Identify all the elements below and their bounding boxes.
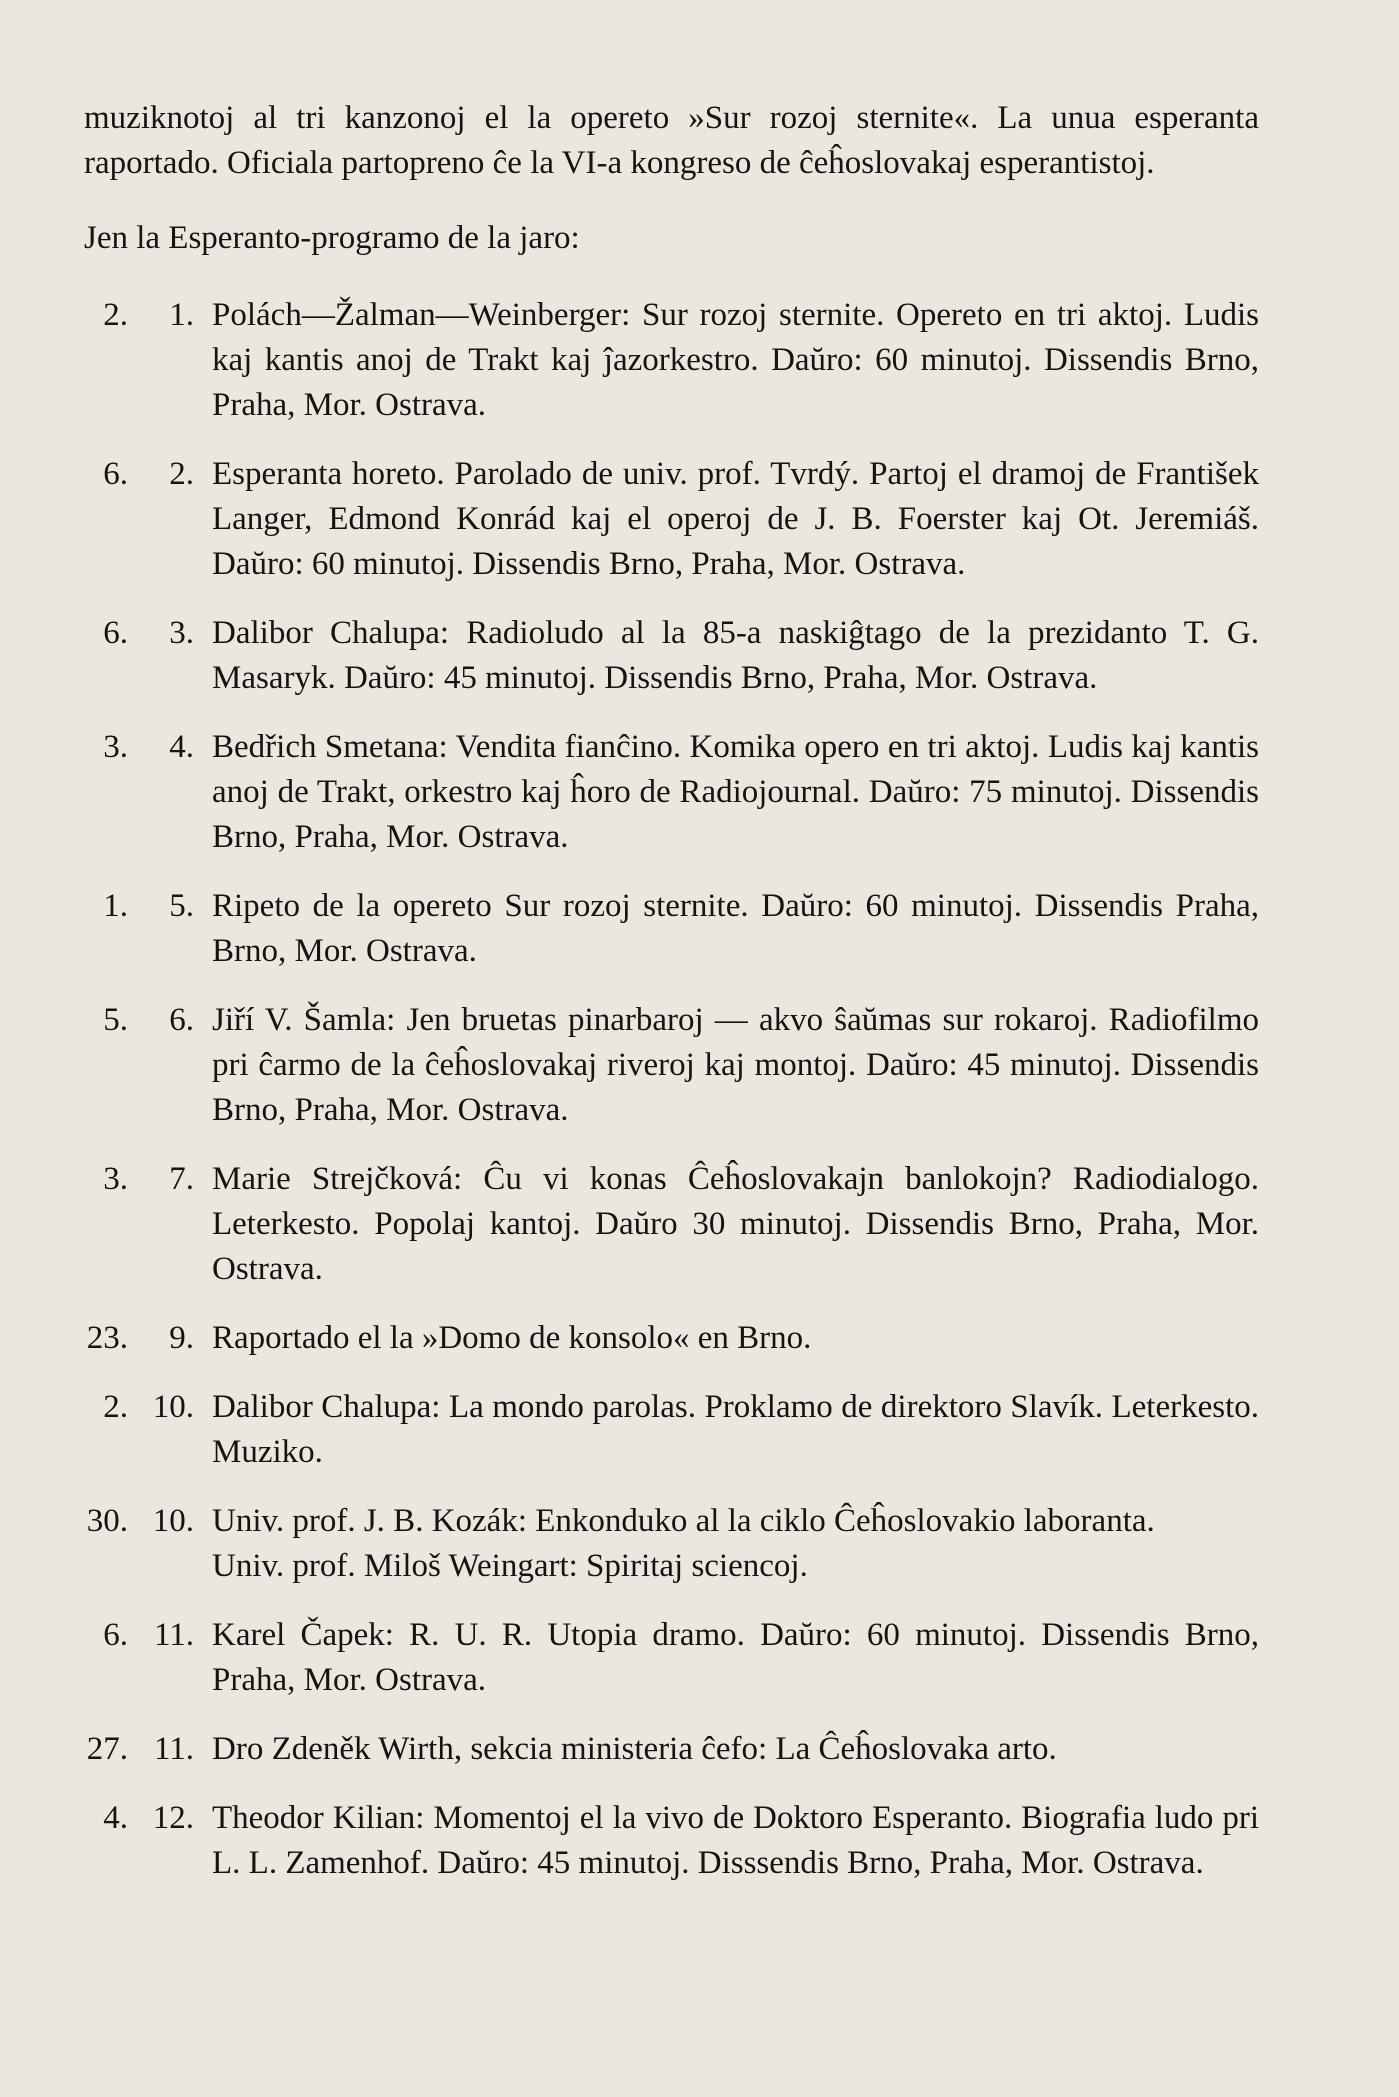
entry-date xyxy=(84,1157,210,1202)
program-entry xyxy=(84,611,1259,701)
entry-day: 6. xyxy=(103,1617,128,1653)
entry-month: 1. xyxy=(169,297,194,333)
entry-text xyxy=(212,293,1259,428)
program-entry xyxy=(84,1613,1259,1703)
entry-line: Theodor Kilian: Momentoj el la vivo de Doktoro Esperanto. Biografia ludo pri L. L. Zamenhof. Daŭro: 45 minutoj. Disssendis Brno, Praha, Mor. Ostrava. xyxy=(212,1800,1259,1881)
program-entry xyxy=(84,725,1259,860)
program-entry xyxy=(84,1796,1259,1886)
entry-day: 27. xyxy=(86,1731,128,1767)
entry-month: 11. xyxy=(153,1617,194,1653)
entry-text xyxy=(212,1499,1259,1589)
entry-month: 10. xyxy=(152,1389,194,1425)
intro-paragraph: muziknotoj al tri kanzonoj el la opereto »Sur rozoj sternite«. La unua esperanta raportado. Oficiala partopreno ĉe la VI-a kongreso de ĉeĥoslovakaj esperantistoj. xyxy=(84,100,1259,181)
entry-text xyxy=(212,452,1259,587)
entry-date xyxy=(84,884,210,929)
entry-text xyxy=(212,998,1259,1133)
entry-month: 4. xyxy=(169,729,194,765)
program-entry xyxy=(84,998,1259,1133)
entry-line: Polách—Žalman—Weinberger: Sur rozoj sternite. Opereto en tri aktoj. Ludis kaj kantis anoj de Trakt kaj ĵazorkestro. Daŭro: 60 minutoj. Dissendis Brno, Praha, Mor. Ostrava. xyxy=(212,297,1259,423)
entry-text xyxy=(212,1796,1259,1886)
entry-day: 4. xyxy=(103,1800,128,1836)
entry-day: 3. xyxy=(103,1161,128,1197)
entry-date xyxy=(84,998,210,1043)
entry-day: 2. xyxy=(103,297,128,333)
entry-line: Marie Strejčková: Ĉu vi konas Ĉeĥoslovakajn banlokojn? Radiodialogo. Leterkesto. Popolaj kantoj. Daŭro 30 minutoj. Dissendis Brno, Praha, Mor. Ostrava. xyxy=(212,1161,1259,1287)
program-entry xyxy=(84,1157,1259,1292)
entry-line: Univ. prof. Miloš Weingart: Spiritaj sciencoj. xyxy=(212,1548,808,1584)
program-entry xyxy=(84,1316,1259,1361)
entry-text xyxy=(212,1385,1259,1475)
entry-date xyxy=(84,1613,210,1658)
entry-month: 2. xyxy=(169,456,194,492)
entry-date xyxy=(84,1316,210,1361)
entry-day: 23. xyxy=(86,1320,128,1356)
entry-text xyxy=(212,725,1259,860)
program-entry xyxy=(84,293,1259,428)
entry-month: 7. xyxy=(169,1161,194,1197)
entry-date xyxy=(84,1727,210,1772)
entry-line: Ripeto de la opereto Sur rozoj sternite. Daŭro: 60 minutoj. Dissendis Praha, Brno, Mor. Ostrava. xyxy=(212,888,1259,969)
entry-day: 30. xyxy=(86,1503,128,1539)
entry-date xyxy=(84,725,210,770)
program-entry xyxy=(84,452,1259,587)
entry-line: Karel Čapek: R. U. R. Utopia dramo. Daŭro: 60 minutoj. Dissendis Brno, Praha, Mor. Ostrava. xyxy=(212,1617,1259,1698)
entry-day: 6. xyxy=(103,615,128,651)
entry-text xyxy=(212,611,1259,701)
entry-date xyxy=(84,1499,210,1544)
entry-line: Dro Zdeněk Wirth, sekcia ministeria ĉefo: La Ĉeĥoslovaka arto. xyxy=(212,1731,1057,1767)
entry-text xyxy=(212,1613,1259,1703)
program-entry xyxy=(84,1727,1259,1772)
entry-line: Raportado el la »Domo de konsolo« en Brno. xyxy=(212,1320,812,1356)
entry-line: Dalibor Chalupa: Radioludo al la 85-a naskiĝtago de la prezidanto T. G. Masaryk. Daŭro: 45 minutoj. Dissendis Brno, Praha, Mor. Ostrava. xyxy=(212,615,1259,696)
entry-text xyxy=(212,884,1259,974)
entry-day: 1. xyxy=(103,888,128,924)
entry-date xyxy=(84,293,210,338)
entry-day: 5. xyxy=(103,1002,128,1038)
program-list xyxy=(84,293,1259,1886)
program-heading: Jen la Esperanto-programo de la jaro: xyxy=(84,220,580,256)
entry-month: 3. xyxy=(169,615,194,651)
entry-line: Esperanta horeto. Parolado de univ. prof. Tvrdý. Partoj el dramoj de František Langer, Edmond Konrád kaj el operoj de J. B. Foerster kaj Ot. Jeremiáš. Daŭro: 60 minutoj. Dissendis Brno, Praha, Mor. Ostrava. xyxy=(212,456,1259,582)
program-entry xyxy=(84,1499,1259,1589)
entry-month: 11. xyxy=(153,1731,194,1767)
entry-date xyxy=(84,611,210,656)
entry-month: 6. xyxy=(169,1002,194,1038)
entry-month: 5. xyxy=(169,888,194,924)
entry-month: 10. xyxy=(152,1503,194,1539)
entry-text xyxy=(212,1157,1259,1292)
entry-date xyxy=(84,452,210,497)
entry-line: Jiří V. Šamla: Jen bruetas pinarbaroj — akvo ŝaŭmas sur rokaroj. Radiofilmo pri ĉarmo de la ĉeĥoslovakaj riveroj kaj montoj. Daŭro: 45 minutoj. Dissendis Brno, Praha, Mor. Ostrava. xyxy=(212,1002,1259,1128)
entry-date xyxy=(84,1796,210,1841)
entry-day: 2. xyxy=(103,1389,128,1425)
entry-month: 9. xyxy=(169,1320,194,1356)
entry-day: 6. xyxy=(103,456,128,492)
entry-text xyxy=(212,1727,1259,1772)
entry-line: Dalibor Chalupa: La mondo parolas. Proklamo de direktoro Slavík. Leterkesto. Muziko. xyxy=(212,1389,1259,1470)
entry-month: 12. xyxy=(152,1800,194,1836)
program-entry xyxy=(84,1385,1259,1475)
entry-text xyxy=(212,1316,1259,1361)
entry-day: 3. xyxy=(103,729,128,765)
entry-line: Univ. prof. J. B. Kozák: Enkonduko al la ciklo Ĉeĥoslovakio laboranta. xyxy=(212,1503,1155,1539)
entry-date xyxy=(84,1385,210,1430)
entry-line: Bedřich Smetana: Vendita fianĉino. Komika opero en tri aktoj. Ludis kaj kantis anoj de Trakt, orkestro kaj ĥoro de Radiojournal. Daŭro: 75 minutoj. Dissendis Brno, Praha, Mor. Ostrava. xyxy=(212,729,1259,855)
program-entry xyxy=(84,884,1259,974)
